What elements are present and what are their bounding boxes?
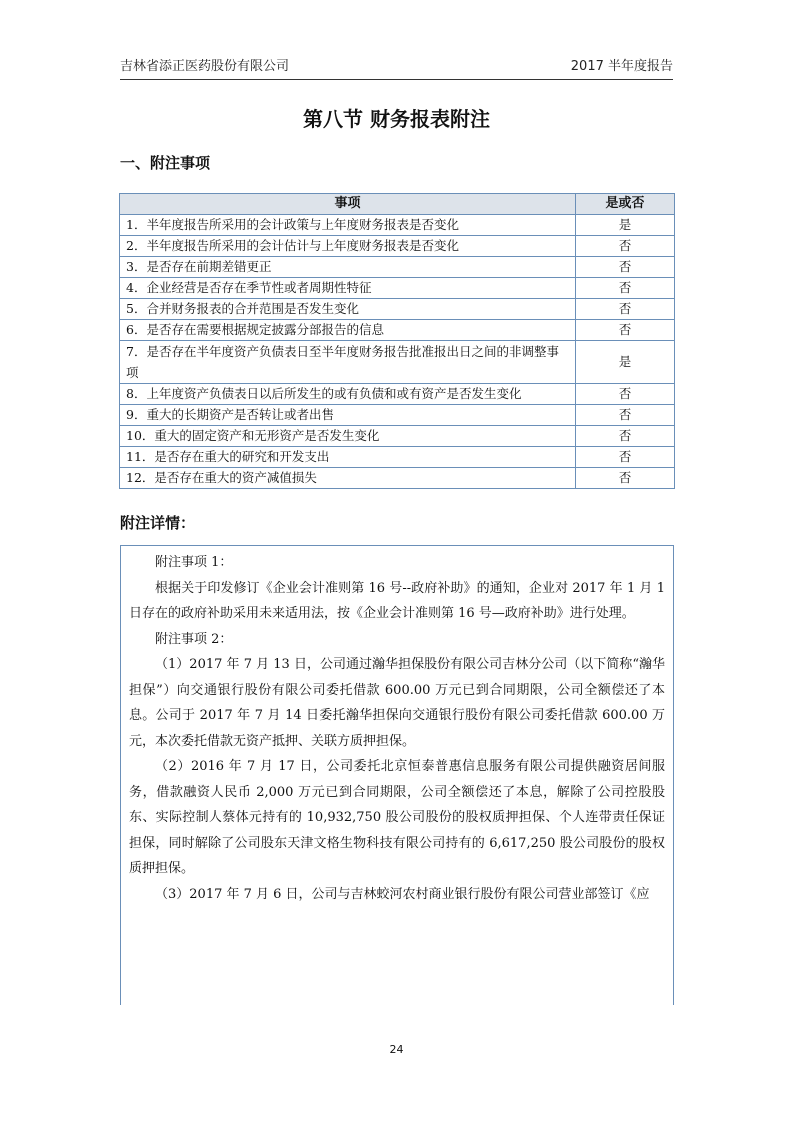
table-row (120, 257, 675, 278)
row-item: 7．是否存在半年度资产负债表日至半年度财务报告批准报出日之间的非调整事项 (120, 341, 576, 384)
row-answer: 否 (576, 405, 675, 426)
table-row (120, 426, 675, 447)
row-answer: 否 (576, 384, 675, 405)
column-header-answer: 是或否 (576, 194, 675, 215)
row-answer: 是 (576, 215, 675, 236)
row-item: 9．重大的长期资产是否转让或者出售 (120, 405, 576, 426)
page-header (120, 57, 673, 80)
table-row (120, 236, 675, 257)
row-item: 5．合并财务报表的合并范围是否发生变化 (120, 299, 576, 320)
row-answer: 否 (576, 320, 675, 341)
row-answer: 否 (576, 278, 675, 299)
row-answer: 否 (576, 426, 675, 447)
table-header-row (120, 194, 675, 215)
table-row (120, 384, 675, 405)
detail-paragraph: 附注事项 2： (155, 631, 233, 647)
header-report-title: 2017 半年度报告 (570, 59, 673, 74)
table-row (120, 341, 675, 384)
table-row (120, 405, 675, 426)
notes-heading: 一、附注事项 (120, 154, 211, 172)
table-row (120, 299, 675, 320)
row-item: 1．半年度报告所采用的会计政策与上年度财务报表是否变化 (120, 215, 576, 236)
row-item: 12．是否存在重大的资产减值损失 (120, 468, 576, 489)
row-answer: 是 (576, 341, 675, 384)
table-row (120, 215, 675, 236)
row-answer: 否 (576, 447, 675, 468)
detail-paragraph: （3）2017 年 7 月 6 日，公司与吉林蛟河农村商业银行股份有限公司营业部签订《应 (155, 886, 650, 902)
row-answer: 否 (576, 468, 675, 489)
table-row (120, 468, 675, 489)
table-row (120, 320, 675, 341)
column-header-item: 事项 (120, 194, 576, 215)
table-row (120, 447, 675, 468)
row-item: 10．重大的固定资产和无形资产是否发生变化 (120, 426, 576, 447)
notes-table (119, 193, 675, 489)
row-item: 8．上年度资产负债表日以后所发生的或有负债和或有资产是否发生变化 (120, 384, 576, 405)
row-item: 6．是否存在需要根据规定披露分部报告的信息 (120, 320, 576, 341)
row-answer: 否 (576, 257, 675, 278)
row-item: 4．企业经营是否存在季节性或者周期性特征 (120, 278, 576, 299)
page-number: 24 (389, 1043, 404, 1056)
row-item: 3．是否存在前期差错更正 (120, 257, 576, 278)
section-title: 第八节 财务报表附注 (303, 107, 490, 131)
table-row (120, 278, 675, 299)
detail-paragraph: 附注事项 1： (155, 555, 233, 570)
detail-paragraph: 根据关于印发修订《企业会计准则第 16 号--政府补助》的通知，企业对 2017 年 1 月 1 日存在的政府补助采用未来适用法，按《企业会计准则第 16 号—政府补助》进行处理。 (129, 580, 665, 621)
details-box (120, 545, 674, 1005)
row-answer: 否 (576, 299, 675, 320)
header-company: 吉林省添正医药股份有限公司 (120, 59, 290, 74)
details-heading: 附注详情： (120, 514, 196, 532)
detail-paragraph: （2）2016 年 7 月 17 日，公司委托北京恒泰普惠信息服务有限公司提供融资居间服务，借款融资人民币 2,000 万元已到合同期限，公司全额偿还了本息，解除了公司控股股东、实际控制人蔡体元持有的 10,932,750 股公司股份的股权质押担保、个人连带责任保证担保，同时解除了公司股东天津文格生物科技有限公司持有的 6,617,250 股公司股份的股权质押担保。 (129, 759, 665, 876)
row-item: 2．半年度报告所采用的会计估计与上年度财务报表是否变化 (120, 236, 576, 257)
row-item: 11．是否存在重大的研究和开发支出 (120, 447, 576, 468)
row-answer: 否 (576, 236, 675, 257)
detail-paragraph: （1）2017 年 7 月 13 日，公司通过瀚华担保股份有限公司吉林分公司（以下简称“瀚华担保”）向交通银行股份有限公司委托借款 600.00 万元已到合同期限，公司全额偿还了本息。公司于 2017 年 7 月 14 日委托瀚华担保向交通银行股份有限公司委托借款 600.00 万元，本次委托借款无资产抵押、关联方质押担保。 (129, 657, 665, 749)
